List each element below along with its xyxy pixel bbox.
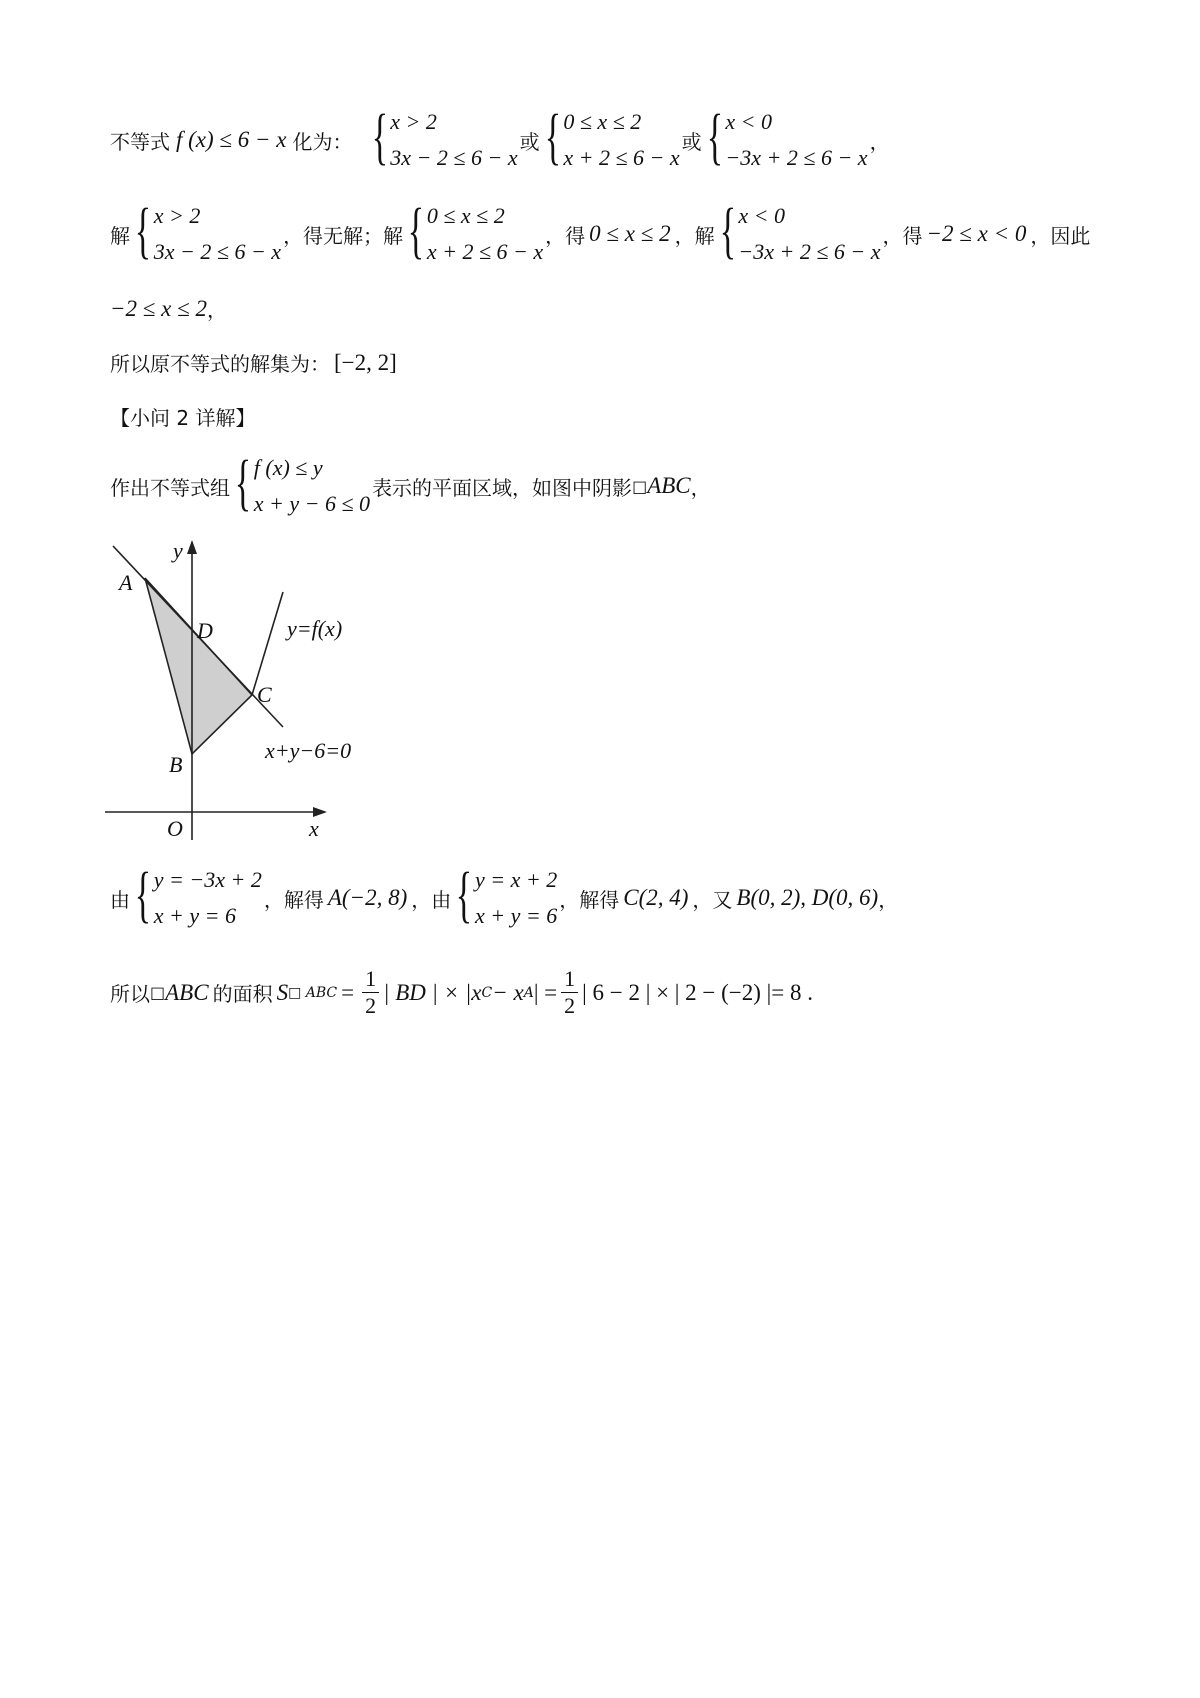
system-1: { x > 2 3x − 2 ≤ 6 − x [134, 197, 282, 265]
system-region: { f (x) ≤ y x + y − 6 ≤ 0 [234, 449, 371, 517]
label-curve: y=f(x) [287, 616, 343, 641]
text-prefix: 不等式 [110, 129, 170, 154]
point-c: C(2, 4) [623, 885, 689, 910]
label-b: B [169, 752, 183, 777]
label-origin: O [167, 816, 183, 840]
label-x-axis: x [309, 816, 319, 840]
triangle-abc-shaded [145, 578, 252, 754]
line-plane-region: 作出不等式组 { f (x) ≤ y x + y − 6 ≤ 0 表示的平面区域，如图中阴影 □ ABC ， [110, 450, 711, 522]
fraction-half-2: $\frac{1}{2}$ [561, 966, 578, 1019]
label-line: x+y−6=0 [265, 738, 352, 763]
system-1: { x > 2 3x − 2 ≤ 6 − x [371, 103, 518, 171]
line-intersections: 由 { y = −3x + 2 x + y = 6 ，解得 A(−2, 8) ，由 { y = x + 2 x + y = 6 ，解得 C(2, 4) ，又 B(0, 2), D(0, 6) ， [110, 862, 898, 934]
system-3: { x < 0 −3x + 2 ≤ 6 − x [706, 103, 868, 171]
text-mid: 化为： [292, 129, 353, 154]
point-a: A(−2, 8) [327, 885, 408, 910]
label-d: D [197, 618, 213, 643]
or-2: 或 [681, 129, 702, 154]
inequality: f (x) ≤ 6 − x [176, 127, 287, 152]
line-area: 所以 □ ABC 的面积 S □ ABC = $\frac{1}{2}$ | BD | × |x C − x A | = $\frac{1}{2}$ | 6 − 2 | × | 2 − (−2) |= 8 . [110, 966, 813, 1018]
y-axis-arrow [187, 540, 197, 554]
section-heading: 【小问 2 详解】 [110, 406, 256, 430]
system-2: { 0 ≤ x ≤ 2 x + 2 ≤ 6 − x [407, 197, 544, 265]
system-a: { y = −3x + 2 x + y = 6 [134, 861, 262, 929]
line-combined-range: −2 ≤ x ≤ 2 ， [110, 295, 227, 322]
system-3: { x < 0 −3x + 2 ≤ 6 − x [719, 197, 881, 265]
line-inequality-cases: 不等式 f (x) ≤ 6 − x 化为： { x > 2 3x − 2 ≤ 6 − x 或 { 0 ≤ x ≤ 2 x + 2 ≤ 6 − x 或 { x < 0 −3x + 2 ≤ 6 − x ， [110, 104, 890, 176]
curve-fx-right [252, 592, 283, 695]
label-y-axis: y [173, 540, 183, 563]
line-solution-set: 所以原不等式的解集为： [−2, 2] [110, 349, 397, 376]
line-solve-cases: 解 { x > 2 3x − 2 ≤ 6 − x ，得无解；解 { 0 ≤ x ≤ 2 x + 2 ≤ 6 − x ，得 0 ≤ x ≤ 2 ，解 { x < 0 −3x + 2 ≤ 6 − x ，得 −2 ≤ x < 0 ，因此 [110, 198, 1090, 270]
points-b-d: B(0, 2), D(0, 6) [736, 885, 879, 910]
system-2: { 0 ≤ x ≤ 2 x + 2 ≤ 6 − x [544, 103, 680, 171]
fraction-half-1: $\frac{1}{2}$ [362, 966, 379, 1019]
label-c: C [257, 682, 272, 707]
label-a: A [119, 570, 133, 595]
region-figure [105, 540, 365, 840]
or-1: 或 [519, 129, 540, 154]
system-c: { y = x + 2 x + y = 6 [455, 861, 558, 929]
